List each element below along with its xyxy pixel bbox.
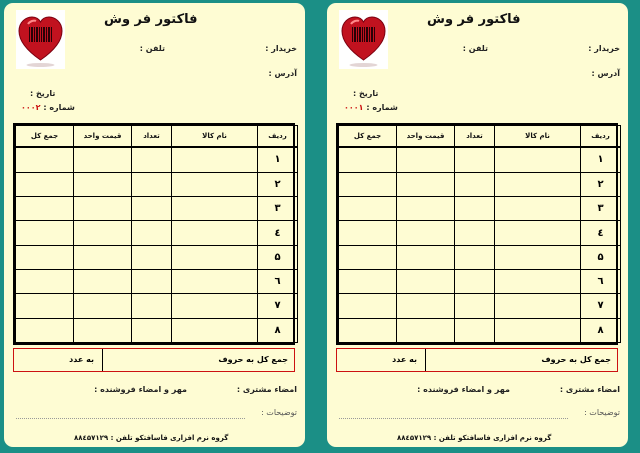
table-row bbox=[16, 172, 298, 196]
row-number: ۲ bbox=[258, 172, 298, 196]
table-cell[interactable] bbox=[74, 221, 132, 245]
column-header: جمع کل bbox=[339, 126, 397, 148]
table-cell[interactable] bbox=[172, 270, 258, 294]
total-box bbox=[13, 348, 295, 372]
row-number: ٤ bbox=[581, 221, 621, 245]
table-cell[interactable] bbox=[16, 245, 74, 269]
table-cell[interactable] bbox=[74, 197, 132, 221]
invoice-title: فاکتور فر وش bbox=[427, 12, 521, 27]
column-header: ردیف bbox=[581, 126, 621, 148]
table-cell[interactable] bbox=[132, 197, 172, 221]
table-cell[interactable] bbox=[172, 245, 258, 269]
table-cell[interactable] bbox=[339, 294, 397, 318]
row-number: ۷ bbox=[258, 294, 298, 318]
table-cell[interactable] bbox=[339, 147, 397, 172]
table-cell[interactable] bbox=[339, 172, 397, 196]
table-cell[interactable] bbox=[339, 197, 397, 221]
barcode-heart-icon bbox=[339, 10, 388, 69]
table-cell[interactable] bbox=[74, 172, 132, 196]
notes-line bbox=[339, 418, 568, 419]
table-cell[interactable] bbox=[455, 294, 495, 318]
phone-label: تلفن : bbox=[139, 44, 165, 53]
total-number-label: به عدد bbox=[69, 355, 94, 364]
table-cell[interactable] bbox=[172, 172, 258, 196]
total-words-label: جمع کل به حروف bbox=[102, 349, 294, 371]
table-cell[interactable] bbox=[132, 147, 172, 172]
table-cell[interactable] bbox=[172, 147, 258, 172]
table-cell[interactable] bbox=[132, 270, 172, 294]
table-cell[interactable] bbox=[397, 294, 455, 318]
table-cell[interactable] bbox=[397, 270, 455, 294]
row-number: ۳ bbox=[258, 197, 298, 221]
invoice-number bbox=[21, 103, 75, 112]
notes-line bbox=[16, 418, 245, 419]
table-row bbox=[16, 197, 298, 221]
total-number-label: به عدد bbox=[392, 355, 417, 364]
table-cell[interactable] bbox=[339, 270, 397, 294]
column-header: تعداد bbox=[132, 126, 172, 148]
table-cell[interactable] bbox=[495, 294, 581, 318]
table-cell[interactable] bbox=[16, 172, 74, 196]
row-number: ۵ bbox=[581, 245, 621, 269]
table-row bbox=[16, 270, 298, 294]
table-row bbox=[339, 197, 621, 221]
table-row bbox=[339, 294, 621, 318]
table-cell[interactable] bbox=[172, 294, 258, 318]
column-header: جمع کل bbox=[16, 126, 74, 148]
table-row bbox=[16, 147, 298, 172]
address-label: آدرس : bbox=[591, 69, 620, 78]
invoice-card bbox=[4, 3, 305, 447]
table-cell[interactable] bbox=[455, 147, 495, 172]
table-cell[interactable] bbox=[16, 197, 74, 221]
table-cell[interactable] bbox=[74, 245, 132, 269]
table-cell[interactable] bbox=[455, 221, 495, 245]
table-header bbox=[16, 126, 298, 148]
seller-sign-label: مهر و امضاء فروشنده : bbox=[94, 385, 187, 394]
invoice-card bbox=[327, 3, 628, 447]
table-cell[interactable] bbox=[495, 147, 581, 172]
row-number: ۸ bbox=[258, 318, 298, 342]
table-row bbox=[16, 318, 298, 342]
table-row bbox=[16, 294, 298, 318]
date-label: تاریخ : bbox=[353, 89, 379, 98]
total-words-label: جمع کل به حروف bbox=[425, 349, 617, 371]
table-cell[interactable] bbox=[397, 147, 455, 172]
total-box bbox=[336, 348, 618, 372]
table-cell[interactable] bbox=[16, 294, 74, 318]
table-cell[interactable] bbox=[495, 197, 581, 221]
table-cell[interactable] bbox=[455, 270, 495, 294]
table-cell[interactable] bbox=[455, 172, 495, 196]
row-number: ۸ bbox=[581, 318, 621, 342]
date-label: تاریخ : bbox=[30, 89, 56, 98]
table-cell[interactable] bbox=[16, 221, 74, 245]
table-cell[interactable] bbox=[495, 318, 581, 342]
table-cell[interactable] bbox=[455, 197, 495, 221]
invoice-number bbox=[344, 103, 398, 112]
phone-label: تلفن : bbox=[462, 44, 488, 53]
column-header: نام کالا bbox=[495, 126, 581, 148]
table-cell[interactable] bbox=[455, 318, 495, 342]
items-table bbox=[336, 123, 618, 345]
number-label: شماره : bbox=[43, 103, 75, 112]
row-number: ٤ bbox=[258, 221, 298, 245]
table-row bbox=[339, 221, 621, 245]
invoice-title: فاکتور فر وش bbox=[104, 12, 198, 27]
table-cell[interactable] bbox=[339, 221, 397, 245]
table-cell[interactable] bbox=[74, 318, 132, 342]
footer-text: گروه نرم افزاری فاسافتکو تلفن : ۸۸٤۵۷۱۲۹ bbox=[74, 434, 229, 442]
notes-label: توضیحات : bbox=[584, 408, 620, 417]
buyer-label: خریدار : bbox=[588, 44, 620, 53]
table-header bbox=[339, 126, 621, 148]
table-cell[interactable] bbox=[74, 294, 132, 318]
row-number: ۱ bbox=[581, 147, 621, 172]
table-cell[interactable] bbox=[397, 221, 455, 245]
buyer-label: خریدار : bbox=[265, 44, 297, 53]
footer-text: گروه نرم افزاری فاسافتکو تلفن : ۸۸٤۵۷۱۲۹ bbox=[397, 434, 552, 442]
table-row bbox=[339, 172, 621, 196]
table-cell[interactable] bbox=[132, 318, 172, 342]
number-value: ۰۰۰۲ bbox=[21, 103, 41, 112]
table-cell[interactable] bbox=[495, 245, 581, 269]
table-cell[interactable] bbox=[132, 294, 172, 318]
table-cell[interactable] bbox=[397, 318, 455, 342]
items-table bbox=[13, 123, 295, 345]
table-row bbox=[16, 245, 298, 269]
seller-sign-label: مهر و امضاء فروشنده : bbox=[417, 385, 510, 394]
table-cell[interactable] bbox=[495, 221, 581, 245]
notes-label: توضیحات : bbox=[261, 408, 297, 417]
column-header: قیمت واحد bbox=[397, 126, 455, 148]
row-number: ٦ bbox=[258, 270, 298, 294]
table-cell[interactable] bbox=[132, 172, 172, 196]
column-header: قیمت واحد bbox=[74, 126, 132, 148]
table-cell[interactable] bbox=[132, 245, 172, 269]
row-number: ۲ bbox=[581, 172, 621, 196]
address-label: آدرس : bbox=[268, 69, 297, 78]
table-cell[interactable] bbox=[16, 147, 74, 172]
number-label: شماره : bbox=[366, 103, 398, 112]
table-row bbox=[339, 245, 621, 269]
table-cell[interactable] bbox=[172, 221, 258, 245]
table-cell[interactable] bbox=[172, 318, 258, 342]
row-number: ۷ bbox=[581, 294, 621, 318]
column-header: تعداد bbox=[455, 126, 495, 148]
row-number: ۳ bbox=[581, 197, 621, 221]
row-number: ٦ bbox=[581, 270, 621, 294]
table-cell[interactable] bbox=[339, 318, 397, 342]
table-row bbox=[339, 147, 621, 172]
table-row bbox=[339, 270, 621, 294]
barcode-heart-icon bbox=[16, 10, 65, 69]
table-cell[interactable] bbox=[172, 197, 258, 221]
table-cell[interactable] bbox=[495, 172, 581, 196]
table-cell[interactable] bbox=[16, 270, 74, 294]
customer-sign-label: امضاء مشتری : bbox=[559, 385, 620, 394]
table-row bbox=[16, 221, 298, 245]
table-cell[interactable] bbox=[16, 318, 74, 342]
table-cell[interactable] bbox=[397, 245, 455, 269]
table-cell[interactable] bbox=[397, 197, 455, 221]
table-cell[interactable] bbox=[74, 147, 132, 172]
number-value: ۰۰۰۱ bbox=[344, 103, 364, 112]
row-number: ۵ bbox=[258, 245, 298, 269]
column-header: ردیف bbox=[258, 126, 298, 148]
table-cell[interactable] bbox=[132, 221, 172, 245]
table-row bbox=[339, 318, 621, 342]
table-cell[interactable] bbox=[455, 245, 495, 269]
table-cell[interactable] bbox=[339, 245, 397, 269]
table-cell[interactable] bbox=[495, 270, 581, 294]
table-cell[interactable] bbox=[397, 172, 455, 196]
customer-sign-label: امضاء مشتری : bbox=[236, 385, 297, 394]
table-cell[interactable] bbox=[74, 270, 132, 294]
column-header: نام کالا bbox=[172, 126, 258, 148]
row-number: ۱ bbox=[258, 147, 298, 172]
